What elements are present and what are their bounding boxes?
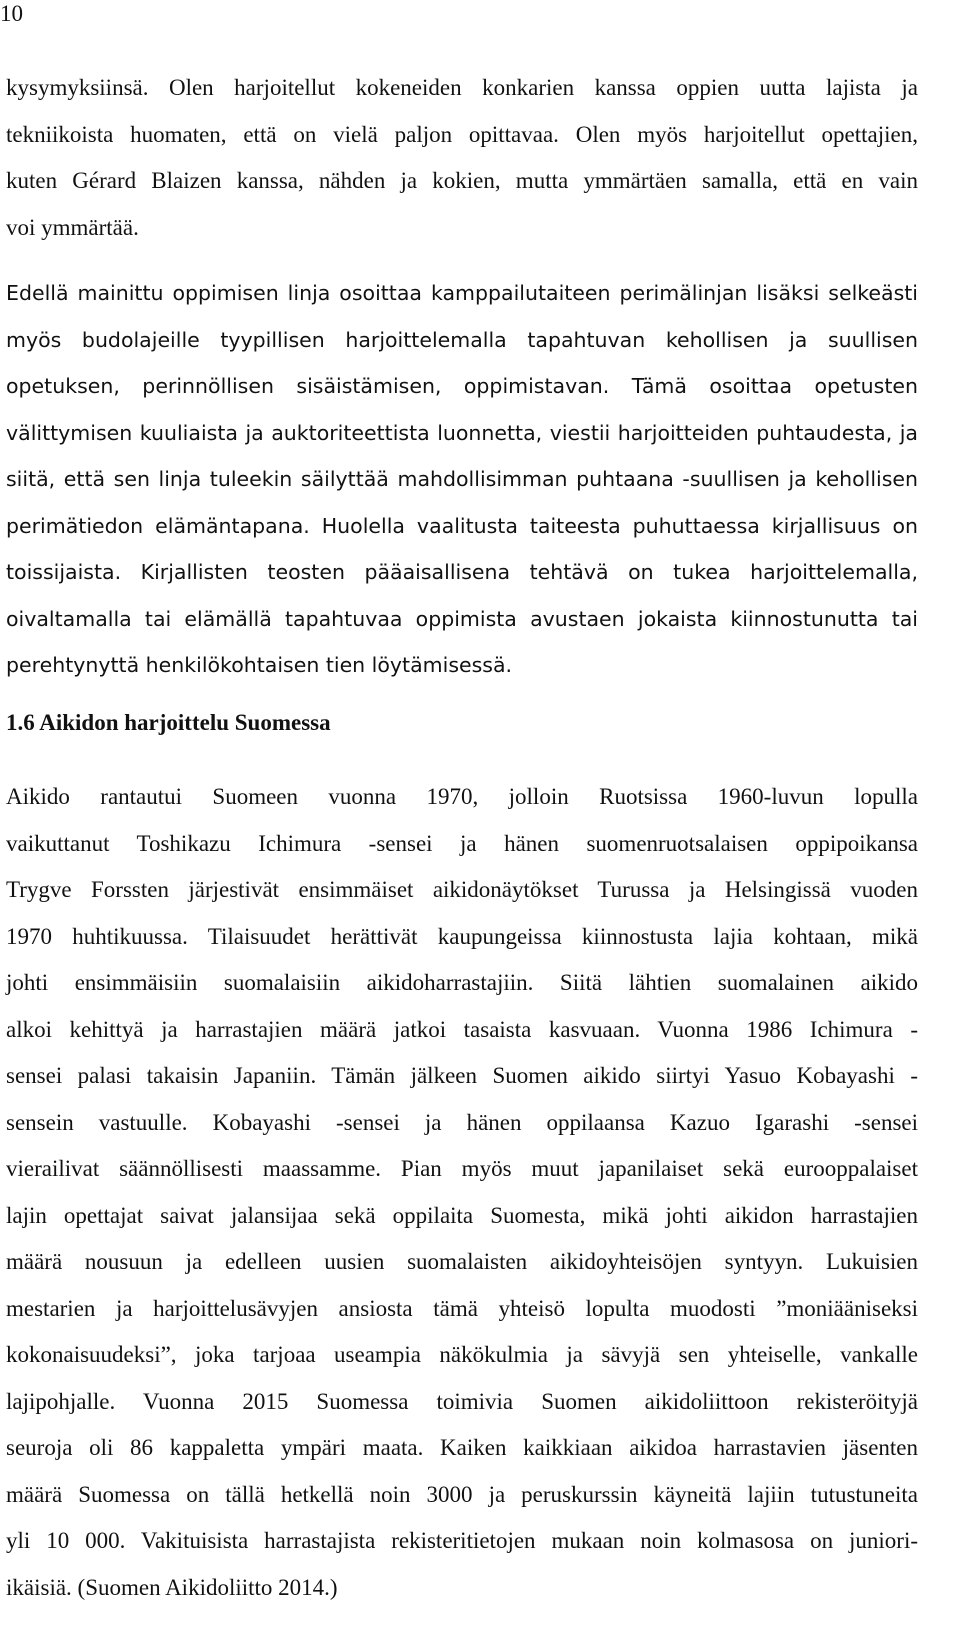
text-line: määrä nousuun ja edelleen uusien suomalaisten aikidoyhteisöjen syntyyn. Lukuisien bbox=[6, 1249, 918, 1274]
text-line: vaikuttanut Toshikazu Ichimura -sensei ja hänen suomenruotsalaisen oppipoikansa bbox=[6, 830, 918, 856]
paragraph-3 bbox=[6, 774, 918, 1611]
text-line: Aikido rantautui Suomeen vuonna 1970, jolloin Ruotsissa 1960-luvun lopulla bbox=[6, 784, 918, 809]
text-line: oivaltamalla tai elämällä tapahtuvaa oppimista avustaen jokaista kiinnostunutta tai bbox=[6, 606, 918, 631]
paragraph-1 bbox=[6, 65, 918, 251]
text-line: toissijaista. Kirjallisten teosten pääaisallisena tehtävä on tukea harjoittelemalla, bbox=[6, 560, 918, 584]
section-heading: 1.6 Aikidon harjoittelu Suomessa bbox=[6, 710, 331, 735]
text-line: 1970 huhtikuussa. Tilaisuudet herättivät kaupungeissa kiinnostusta lajia kohtaan, mikä bbox=[6, 923, 918, 949]
text-line: kysymyksiinsä. Olen harjoitellut kokeneiden konkarien kanssa oppien uutta lajista ja bbox=[6, 75, 918, 100]
text-line: Trygve Forssten järjestivät ensimmäiset aikidonäytökset Turussa ja Helsingissä vuoden bbox=[6, 877, 918, 902]
text-line: kokonaisuudeksi”, joka tarjoaa useampia näkökulmia ja sävyjä sen yhteiselle, vankalle bbox=[6, 1342, 918, 1367]
text-line: mestarien ja harjoittelusävyjen ansiosta tämä yhteisö lopulta muodosti ”moniääniseksi bbox=[6, 1295, 918, 1321]
text-line: määrä Suomessa on tällä hetkellä noin 3000 ja peruskurssin käyneitä lajiin tutustuneita bbox=[6, 1481, 918, 1507]
text-line: Edellä mainittu oppimisen linja osoittaa kamppailutaiteen perimälinjan lisäksi selkeästi bbox=[6, 281, 918, 305]
page-number: 10 bbox=[0, 1, 23, 26]
text-line: siitä, että sen linja tuleekin säilyttää mahdollisimman puhtaana -suullisen ja kehollisen bbox=[6, 467, 918, 491]
paragraph-2 bbox=[6, 270, 918, 689]
text-line: sensei palasi takaisin Japaniin. Tämän jälkeen Suomen aikido siirtyi Yasuo Kobayashi - bbox=[6, 1063, 918, 1088]
text-line: perehtynyttä henkilökohtaisen tien löytämisessä. bbox=[6, 653, 513, 677]
text-line: sensein vastuulle. Kobayashi -sensei ja hänen oppilaansa Kazuo Igarashi -sensei bbox=[6, 1109, 918, 1135]
text-line: vierailivat säännöllisesti maassamme. Pian myös muut japanilaiset sekä eurooppalaiset bbox=[6, 1156, 918, 1181]
text-line: kuten Gérard Blaizen kanssa, nähden ja kokien, mutta ymmärtäen samalla, että en vain bbox=[6, 168, 918, 193]
text-line: alkoi kehittyä ja harrastajien määrä jatkoi tasaista kasvuaan. Vuonna 1986 Ichimura - bbox=[6, 1016, 918, 1042]
text-line: tekniikoista huomaten, että on vielä paljon opittavaa. Olen myös harjoitellut opettajien, bbox=[6, 121, 918, 147]
text-line: voi ymmärtää. bbox=[6, 214, 139, 240]
text-line: lajipohjalle. Vuonna 2015 Suomessa toimivia Suomen aikidoliittoon rekisteröityjä bbox=[6, 1388, 918, 1414]
text-line: seuroja oli 86 kappaletta ympäri maata. Kaiken kaikkiaan aikidoa harrastavien jäsenten bbox=[6, 1435, 918, 1460]
text-line: lajin opettajat saivat jalansijaa sekä oppilaita Suomesta, mikä johti aikidon harrastajien bbox=[6, 1202, 918, 1228]
text-line: ikäisiä. (Suomen Aikidoliitto 2014.) bbox=[6, 1574, 338, 1600]
text-line: perimätiedon elämäntapana. Huolella vaalitusta taiteesta puhuttaessa kirjallisuus on bbox=[6, 513, 918, 538]
text-line: myös budolajeille tyypillisen harjoittelemalla tapahtuvan kehollisen ja suullisen bbox=[6, 327, 918, 352]
text-line: yli 10 000. Vakituisista harrastajista rekisteritietojen mukaan noin kolmasosa on juniori- bbox=[6, 1528, 918, 1553]
text-line: opetuksen, perinnöllisen sisäistämisen, oppimistavan. Tämä osoittaa opetusten bbox=[6, 374, 918, 398]
text-line: johti ensimmäisiin suomalaisiin aikidoharrastajiin. Siitä lähtien suomalainen aikido bbox=[6, 970, 918, 995]
text-line: välittymisen kuuliaista ja auktoriteettista luonnetta, viestii harjoitteiden puhtaudesta, ja bbox=[6, 420, 918, 445]
